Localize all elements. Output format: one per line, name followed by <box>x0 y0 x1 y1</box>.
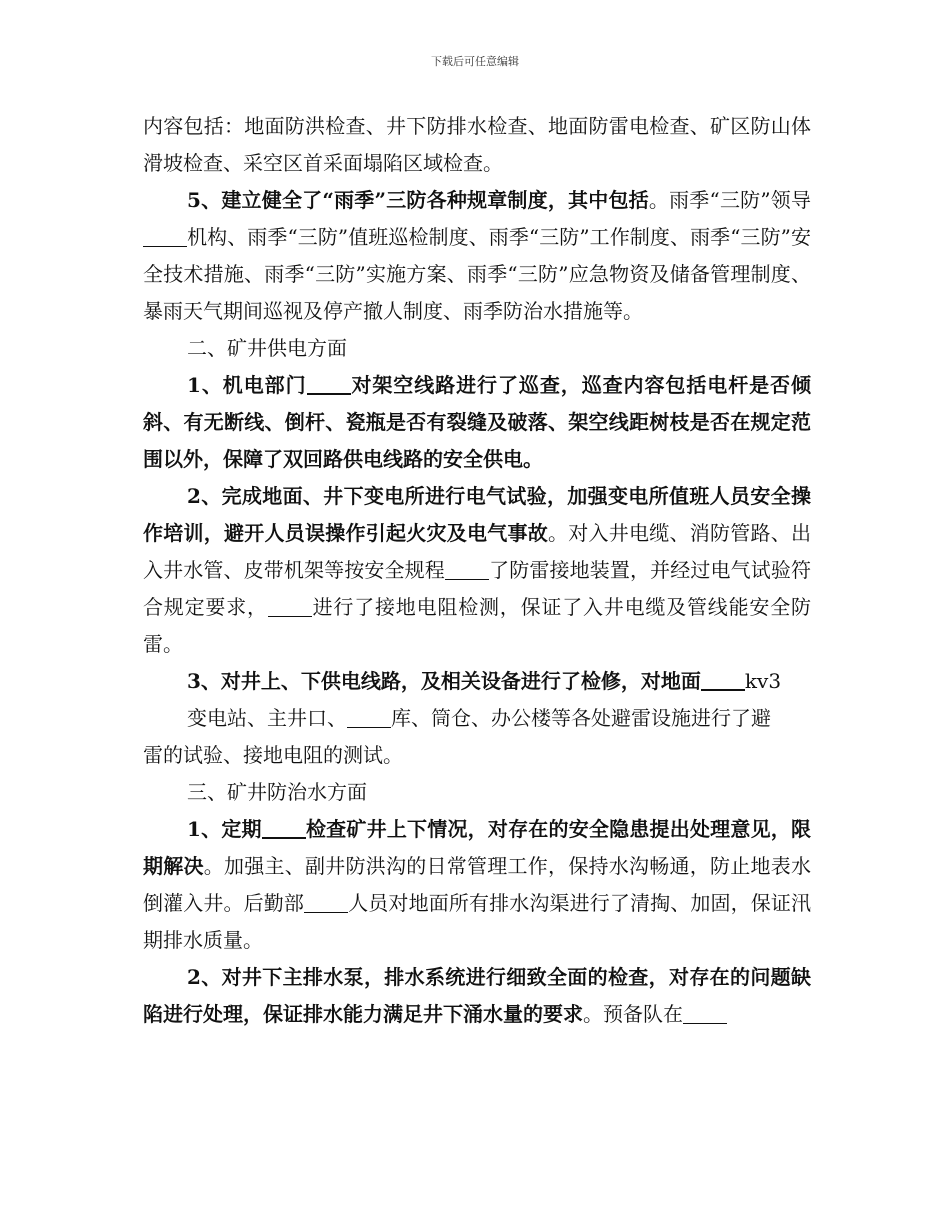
fill-blank <box>262 819 306 839</box>
fill-blank <box>701 671 745 691</box>
text-run: 库、筒仓、办公楼等各处避雷设施进行了避 <box>391 706 771 730</box>
fill-blank <box>268 598 312 617</box>
text-run: 了防雷接地装置，并经过电气试验符合规定要求， <box>143 558 812 619</box>
text-run: 2、完成地面、井下变电所进行电气试验，加强变电所值班人员安全操作培训，避开人员误操作引起火灾及电气事故 <box>143 484 811 545</box>
paragraph-p3 <box>143 330 811 367</box>
paragraph-p7 <box>143 774 811 811</box>
text-run: 3、对井上、下供电线路，及相关设备进行了检修，对地面 <box>187 669 701 693</box>
text-run: 。加强主、副井防洪沟的日常管理工作，保持水沟畅通，防止地表水倒灌入井。后勤部 <box>143 854 811 915</box>
text-run: 1、定期 <box>187 817 262 841</box>
text-run: 机构、雨季“三防”值班巡检制度、雨季“三防”工作制度、雨季“三防”安全技术措施、雨季“三防”实施方案、雨季“三防”应急物资及储备管理制度、暴雨天气期间巡视及停产撤人制度、雨季防治水措施等。 <box>143 225 811 323</box>
paragraph-p9 <box>143 959 811 1033</box>
text-run: 进行了接地电阻检测，保证了入井电缆及管线能安全防雷。 <box>143 595 812 656</box>
text-run: 雷的试验、接地电阻的测试。 <box>143 743 403 767</box>
text-run: 检查矿井上下情况，对存在的安全隐患提出处理意见，限期解决 <box>143 817 812 878</box>
paragraph-p1 <box>143 108 811 182</box>
text-run: 人员对地面所有排水沟渠进行了清掏、加固，保证汛期排水质量。 <box>143 891 812 952</box>
paragraph-p6b <box>143 700 811 737</box>
fill-blank <box>307 375 351 395</box>
text-run: 二、矿井供电方面 <box>187 336 347 360</box>
text-run: 5、建立健全了“雨季”三防各种规章制度，其中包括 <box>187 188 649 212</box>
text-run: 对架空线路进行了巡查，巡查内容包括电杆是否倾斜、有无断线、倒杆、瓷瓶是否有裂缝及破落、架空线距树枝是否在规定范围以外，保障了双回路供电线路的安全供电。 <box>143 373 812 471</box>
paragraph-p6c <box>143 737 811 774</box>
paragraph-p6a <box>143 663 811 700</box>
paragraph-p5 <box>143 478 811 663</box>
text-run: kv3 <box>744 669 782 693</box>
text-run: 三、矿井防治水方面 <box>187 780 367 804</box>
paragraph-p4 <box>143 367 811 478</box>
text-run: 变电站、主井口、 <box>187 706 347 730</box>
document-body <box>143 108 811 1033</box>
text-run: 。对入井电缆、消防管路、出入井水管、皮带机架等按安全规程 <box>143 521 811 582</box>
page-header-note: 下载后可任意编辑 <box>431 55 519 68</box>
fill-blank <box>683 1005 727 1024</box>
fill-blank <box>143 228 187 247</box>
text-run: 1、机电部门 <box>187 373 307 397</box>
fill-blank <box>445 561 489 580</box>
paragraph-p8 <box>143 811 811 959</box>
text-run: 2、对井下主排水泵，排水系统进行细致全面的检查，对存在的问题缺陷进行处理，保证排水能力满足井下涌水量的要求 <box>143 965 811 1026</box>
fill-blank <box>304 894 348 913</box>
fill-blank <box>347 709 391 728</box>
text-run: 。雨季“三防”领导 <box>648 188 811 212</box>
text-run: 内容包括：地面防洪检查、井下防排水检查、地面防雷电检查、矿区防山体滑坡检查、采空区首采面塌陷区域检查。 <box>143 114 811 175</box>
paragraph-p2 <box>143 182 811 330</box>
text-run: 。预备队在 <box>583 1002 683 1026</box>
